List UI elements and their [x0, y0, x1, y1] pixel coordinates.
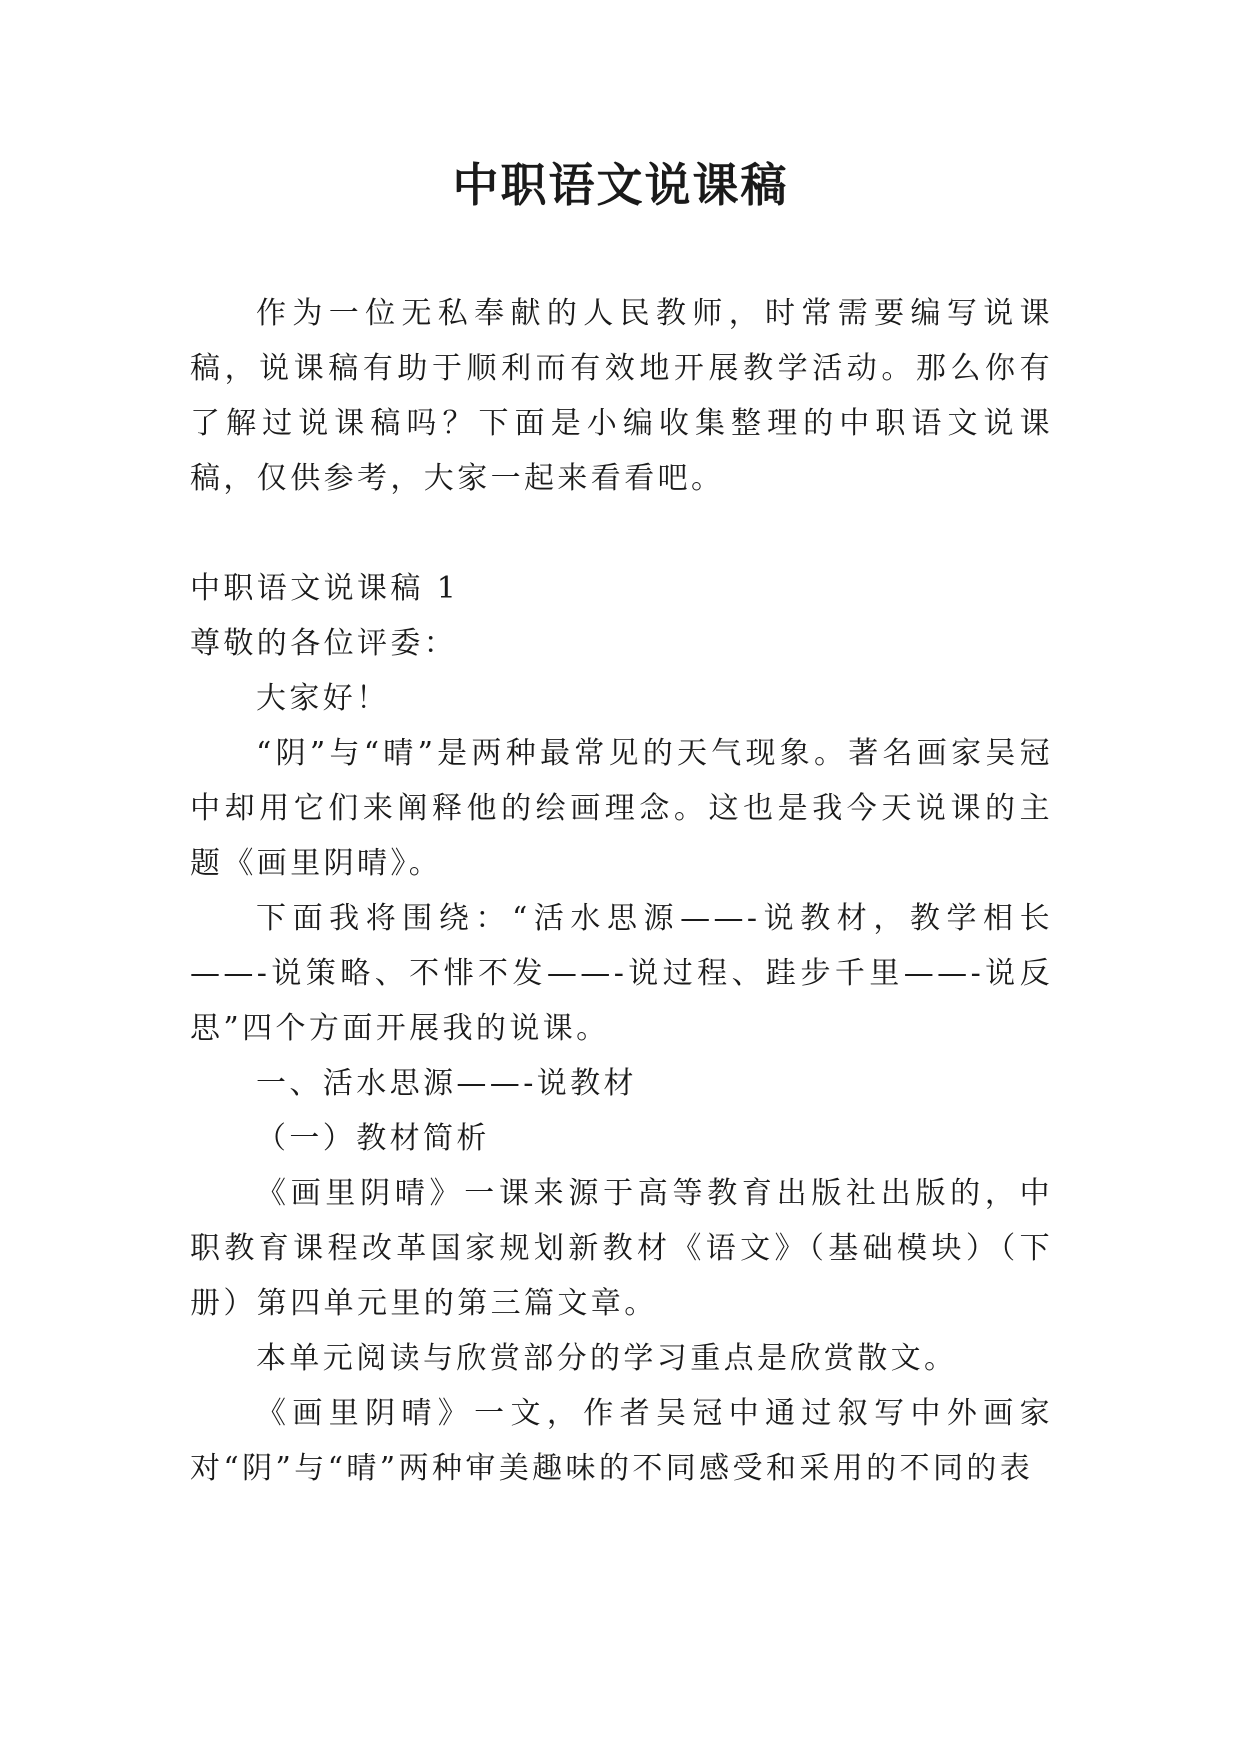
intro-paragraph: 作为一位无私奉献的人民教师，时常需要编写说课稿，说课稿有助于顺利而有效地开展教学活动。那么你有了解过说课稿吗？下面是小编收集整理的中职语文说课稿，仅供参考，大家一起来看看吧。: [190, 296, 1053, 496]
body-paragraph: 下面我将围绕：“活水思源——-说教材，教学相长——-说策略、不悱不发——-说过程、跬步千里——-说反思”四个方面开展我的说课。: [190, 901, 1053, 1046]
greeting: 大家好！: [256, 681, 390, 716]
body-paragraph: 本单元阅读与欣赏部分的学习重点是欣赏散文。: [256, 1341, 958, 1376]
body-paragraph: （一）教材简析: [256, 1121, 490, 1156]
body-paragraph: 《画里阴晴》一文，作者吴冠中通过叙写中外画家对“阴”与“晴”两种审美趣味的不同感受和采用的不同的表: [190, 1396, 1053, 1486]
document-title: 中职语文说课稿: [452, 158, 789, 212]
document-body: [190, 286, 1053, 1496]
body-paragraph: “阴”与“晴”是两种最常见的天气现象。著名画家吴冠中却用它们来阐释他的绘画理念。这也是我今天说课的主题《画里阴晴》。: [190, 736, 1053, 881]
section-heading: 中职语文说课稿 1: [190, 571, 460, 606]
body-paragraph: 一、活水思源——-说教材: [256, 1066, 637, 1101]
salutation: 尊敬的各位评委：: [190, 626, 458, 661]
body-paragraph: 《画里阴晴》一课来源于高等教育出版社出版的，中职教育课程改革国家规划新教材《语文》（基础模块）（下册）第四单元里的第三篇文章。: [190, 1176, 1053, 1321]
